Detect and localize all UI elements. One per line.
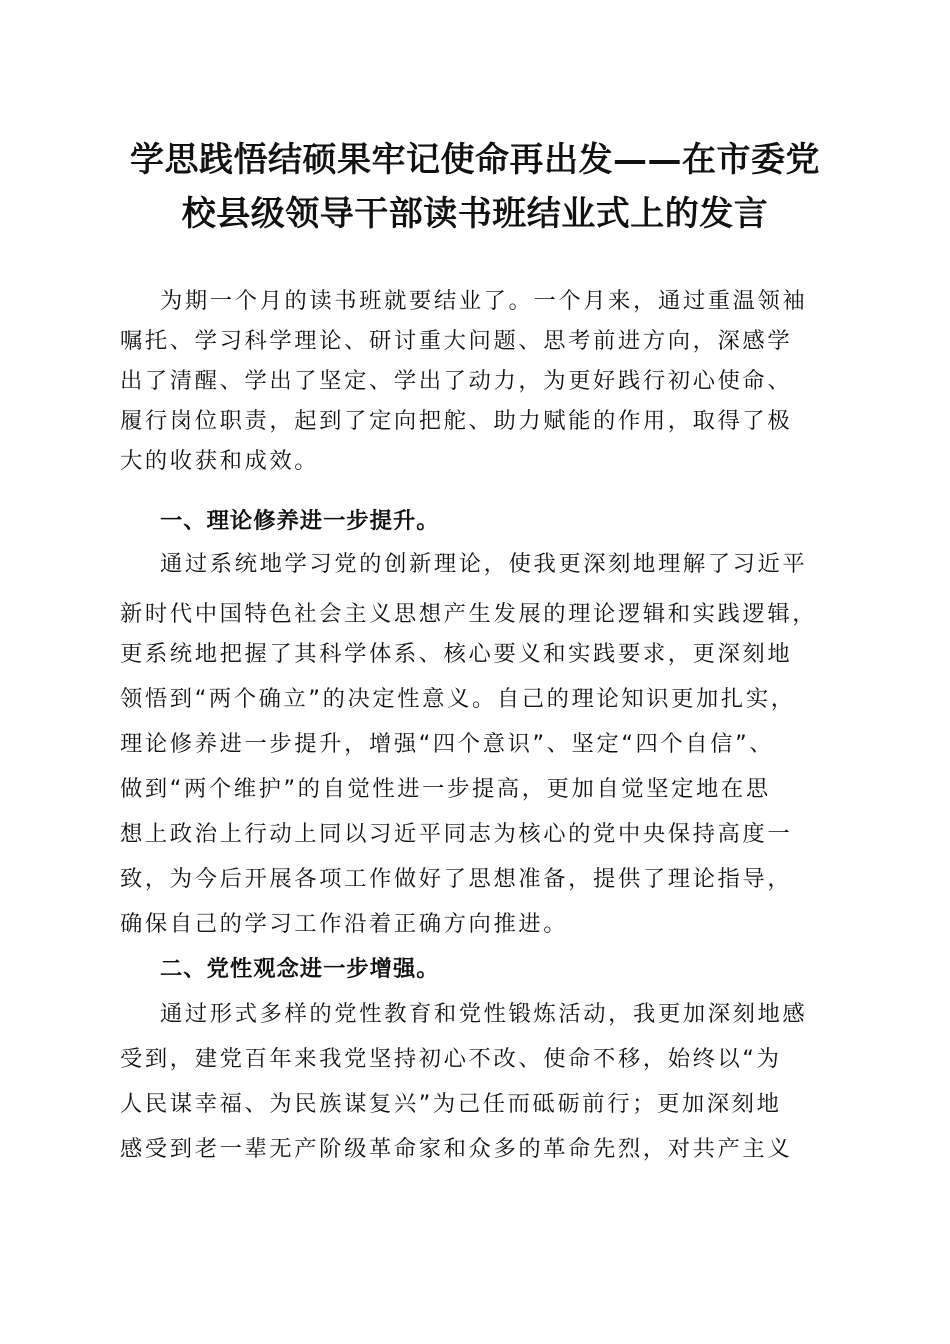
paragraph-line: 领悟到“两个确立”的决定性意义。自己的理论知识更加扎实， — [120, 686, 796, 712]
section-heading-2: 二、党性观念进一步增强。 — [160, 956, 440, 982]
paragraph-line: 出了清醒、学出了坚定、学出了动力，为更好践行初心使命、 — [120, 368, 793, 394]
paragraph-line: 嘱托、学习科学理论、研讨重大问题、思考前进方向，深感学 — [120, 328, 793, 354]
paragraph-line: 通过系统地学习党的创新理论，使我更深刻地理解了习近平 — [160, 551, 808, 577]
paragraph-line: 理论修养进一步提升，增强“四个意识”、坚定“四个自信”、 — [120, 731, 775, 757]
paragraph-line: 确保自己的学习工作沿着正确方向推进。 — [120, 911, 569, 937]
paragraph-line: 想上政治上行动上同以习近平同志为核心的党中央保持高度一 — [120, 821, 793, 847]
paragraph-line: 做到“两个维护”的自觉性进一步提高，更加自觉坚定地在思 — [120, 776, 771, 802]
paragraph-line: 新时代中国特色社会主义思想产生发展的理论逻辑和实践逻辑， — [120, 601, 818, 627]
document-title — [95, 133, 855, 241]
paragraph-line: 为期一个月的读书班就要结业了。一个月来，通过重温领袖 — [160, 288, 808, 314]
paragraph-line: 通过形式多样的党性教育和党性锻炼活动，我更加深刻地感 — [160, 1001, 808, 1027]
title-line-2: 校县级领导干部读书班结业式上的发言 — [181, 194, 769, 234]
paragraph-line: 更系统地把握了其科学体系、核心要义和实践要求，更深刻地 — [120, 641, 793, 667]
title-line-1: 学思践悟结硕果牢记使命再出发——在市委党 — [130, 140, 820, 180]
paragraph-line: 人民谋幸福、为民族谋复兴”为己任而砥砺前行；更加深刻地 — [120, 1091, 782, 1117]
paragraph-line: 受到，建党百年来我党坚持初心不改、使命不移，始终以“为 — [120, 1046, 782, 1072]
paragraph-line: 致，为今后开展各项工作做好了思想准备，提供了理论指导， — [120, 866, 793, 892]
paragraph-line: 感受到老一辈无产阶级革命家和众多的革命先烈，对共产主义 — [120, 1136, 793, 1162]
section-heading-1: 一、理论修养进一步提升。 — [160, 508, 440, 534]
paragraph-line: 履行岗位职责，起到了定向把舵、助力赋能的作用，取得了极 — [120, 408, 793, 434]
paragraph-line: 大的收获和成效。 — [120, 448, 320, 474]
